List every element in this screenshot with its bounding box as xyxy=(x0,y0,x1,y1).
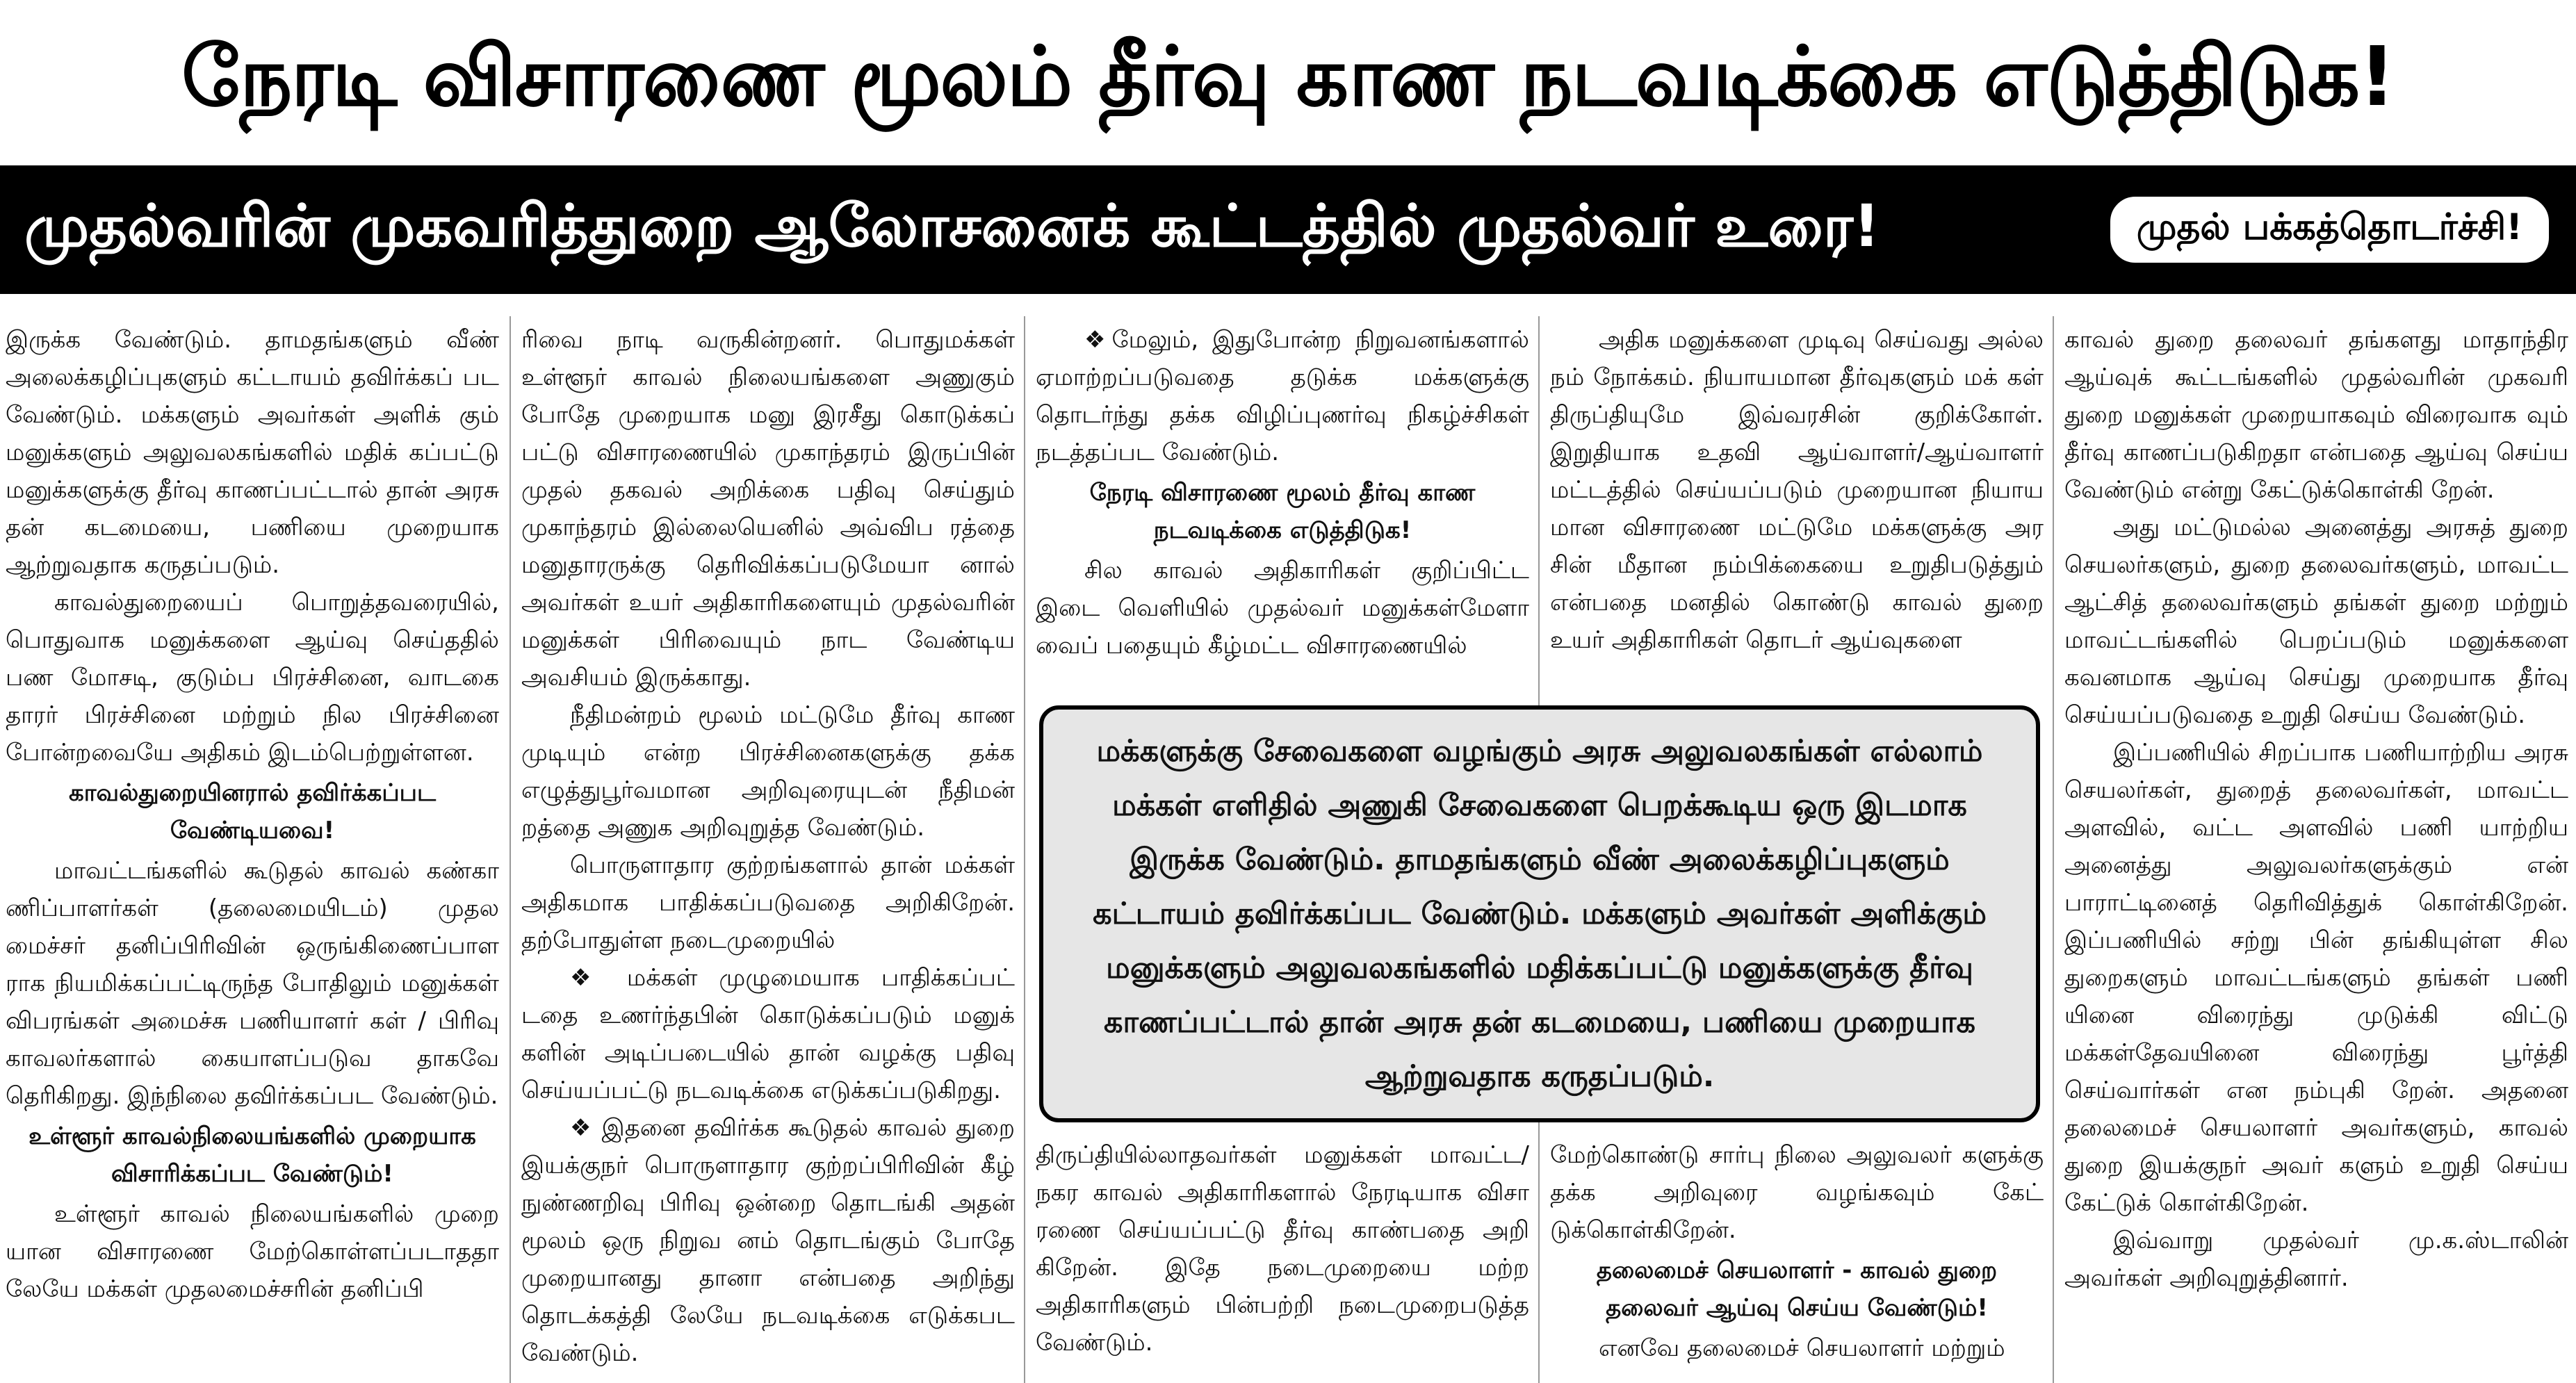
article-column-3-top xyxy=(1036,321,1529,689)
paragraph: அது மட்டுமல்ல அனைத்து அரசுத் துறை செயலர்களும், துறை தலைவர்களும், மாவட்ட ஆட்சித் தலைவர்களும் தங்கள் துறை மற்றும் மாவட்டங்களில் பெறப்படும் மனுக்களை கவனமாக ஆய்வு செய்து முறையாக தீர்வு செய்யப்படுவதை உறுதி செய்ய வேண்டும். xyxy=(2064,514,2568,729)
paragraph: ❖ மக்கள் முழுமையாக பாதிக்கப்பட் டதை உணர்ந்தபின் கொடுக்கப்படும் மனுக் களின் அடிப்படையில் தான் வழக்கு பதிவு செய்யப்பட்டு நடவடிக்கை எடுக்கப்படுகிறது. xyxy=(521,964,1015,1104)
subheading: காவல்துறையினரால் தவிர்க்கப்பட வேண்டியவை! xyxy=(68,779,437,844)
article-column-1 xyxy=(6,321,499,1383)
paragraph: நீதிமன்றம் மூலம் மட்டுமே தீர்வு காண முடியும் என்ற பிரச்சினைகளுக்கு தக்க எழுத்துபூர்வமான அறிவுரையுடன் நீதிமன் றத்தை அணுக அறிவுறுத்த வேண்டும். xyxy=(521,701,1015,842)
article-column-5 xyxy=(2064,321,2568,1383)
subheadline-banner xyxy=(0,165,2576,294)
paragraph: ரிவை நாடி வருகின்றனர். பொதுமக்கள் உள்ளூர் காவல் நிலையங்களை அணுகும் போதே முறையாக மனு இரசீது கொடுக்கப் பட்டு விசாரணையில் முகாந்தரம் இருப்பின் முதல் தகவல் அறிக்கை பதிவு செய்தும் முகாந்தரம் இல்லையெனில் அவ்விப ரத்தை மனுதாரருக்கு தெரிவிக்கப்படுமேயா னால் அவர்கள் உயர் அதிகாரிகளையும் முதல்வரின் மனுக்கள் பிரிவையும் நாட வேண்டிய அவசியம் இருக்காது. xyxy=(521,326,1015,692)
paragraph: காவல்துறையைப் பொறுத்தவரையில், பொதுவாக மனுக்களை ஆய்வு செய்ததில் பண மோசடி, குடும்ப பிரச்சினை, வாடகை தாரர் பிரச்சினை மற்றும் நில பிரச்சினை போன்றவையே அதிகம் இடம்பெற்றுள்ளன. xyxy=(6,589,499,767)
pull-quote-box xyxy=(1039,705,2040,1122)
banner-title: முதல்வரின் முகவரித்துறை ஆலோசனைக் கூட்டத்தில் முதல்வர் உரை! xyxy=(24,191,1880,260)
pull-quote-text: மக்களுக்கு சேவைகளை வழங்கும் அரசு அலுவலகங்கள் எல்லாம் மக்கள் எளிதில் அணுகி சேவைகளை பெறக்கூடிய ஒரு இடமாக இருக்க வேண்டும். தாமதங்களும் வீண் அலைக்கழிப்புகளும் கட்டாயம் தவிர்க்கப்பட வேண்டும். மக்களும் அவர்கள் அளிக்கும் மனுக்களும் அலுவலகங்களில் மதிக்கப்பட்டு மனுக்களுக்கு தீர்வு காணப்பட்டால் தான் அரசு தன் கடமையை, பணியை முறையாக ஆற்றுவதாக கருதப்படும். xyxy=(1093,734,1987,1094)
article-column-4-top xyxy=(1550,321,2044,689)
paragraph: இவ்வாறு முதல்வர் மு.க.ஸ்டாலின் அவர்கள் அறிவுறுத்தினார். xyxy=(2064,1227,2568,1292)
headline: நேரடி விசாரணை மூலம் தீர்வு காண நடவடிக்கை எடுத்திடுக! xyxy=(181,28,2395,124)
subheading: உள்ளூர் காவல்நிலையங்களில் முறையாக விசாரிக்கப்பட வேண்டும்! xyxy=(28,1122,476,1188)
column-divider xyxy=(510,316,511,1383)
subheading: தலைமைச் செயலாளர் - காவல் துறை தலைவர் ஆய்வு செய்ய வேண்டும்! xyxy=(1596,1257,1998,1322)
paragraph: இருக்க வேண்டும். தாமதங்களும் வீண் அலைக்கழிப்புகளும் கட்டாயம் தவிர்க்கப் பட வேண்டும். மக்களும் அவர்கள் அளிக் கும் மனுக்களும் அலுவலகங்களில் மதிக் கப்பட்டு மனுக்களுக்கு தீர்வு காணப்பட்டால் தான் அரசு தன் கடமையை, பணியை முறையாக ஆற்றுவதாக கருதப்படும். xyxy=(6,326,499,579)
subheading: நேரடி விசாரணை மூலம் தீர்வு காண நடவடிக்கை எடுத்திடுக! xyxy=(1089,479,1476,544)
paragraph: பொருளாதார குற்றங்களால் தான் மக்கள் அதிகமாக பாதிக்கப்படுவதை அறிகிறேன். தற்போதுள்ள நடைமுறையில் xyxy=(521,851,1015,954)
paragraph: எனவே தலைமைச் செயலாளர் மற்றும் xyxy=(1599,1334,2005,1362)
paragraph: ❖மேலும், இதுபோன்ற நிறுவனங்களால் ஏமாற்றப்படுவதை தடுக்க மக்களுக்கு தொடர்ந்து தக்க விழிப்புணர்வு நிகழ்ச்சிகள் நடத்தப்பட வேண்டும். xyxy=(1036,326,1529,466)
paragraph: ❖ இதனை தவிர்க்க கூடுதல் காவல் துறை இயக்குநர் பொருளாதார குற்றப்பிரிவின் கீழ் நுண்ணறிவு பிரிவு ஒன்றை தொடங்கி அதன் மூலம் ஒரு நிறுவ னம் தொடங்கும் போதே முறையானது தானா என்பதை அறிந்து தொடக்கத்தி லேயே நடவடிக்கை எடுக்கபட வேண்டும். xyxy=(521,1114,1015,1367)
column-divider xyxy=(2053,316,2054,1383)
paragraph: மேற்கொண்டு சார்பு நிலை அலுவலர் களுக்கு தக்க அறிவுரை வழங்கவும் கேட் டுக்கொள்கிறேன். xyxy=(1550,1141,2044,1244)
paragraph: இப்பணியில் சிறப்பாக பணியாற்றிய அரசு செயலர்கள், துறைத் தலைவர்கள், மாவட்ட அளவில், வட்ட அளவில் பணி யாற்றிய அனைத்து அலுவலர்களுக்கும் என் பாராட்டினைத் தெரிவித்துக் கொள்கிறேன். இப்பணியில் சற்று பின் தங்கியுள்ள சில துறைகளும் மாவட்டங்களும் தங்கள் பணி யினை விரைந்து முடுக்கி விட்டு மக்கள்தேவயினை விரைந்து பூர்த்தி செய்வார்கள் என நம்புகி றேன். அதனை தலைமைச் செயலாளர் அவர்களும், காவல் துறை இயக்குநர் அவர் களும் உறுதி செய்ய கேட்டுக் கொள்கிறேன். xyxy=(2064,739,2568,1217)
article-column-4-bottom xyxy=(1550,1136,2044,1383)
paragraph: காவல் துறை தலைவர் தங்களது மாதாந்திர ஆய்வுக் கூட்டங்களில் முதல்வரின் முகவரி துறை மனுக்கள் முறையாகவும் விரைவாக வும் தீர்வு காணப்படுகிறதா என்பதை ஆய்வு செய்ய வேண்டும் என்று கேட்டுக்கொள்கி றேன். xyxy=(2064,326,2568,504)
continuation-tag: முதல் பக்கத்தொடர்ச்சி! xyxy=(2108,194,2552,265)
article-column-3-bottom xyxy=(1036,1136,1529,1383)
paragraph: திருப்தியில்லாதவர்கள் மனுக்கள் மாவட்ட/ நகர காவல் அதிகாரிகளால் நேரடியாக விசா ரணை செய்யப்பட்டு தீர்வு காண்பதை அறி கிறேன். இதே நடைமுறையை மற்ற அதிகாரிகளும் பின்பற்றி நடைமுறைபடுத்த வேண்டும். xyxy=(1036,1141,1529,1357)
column-divider xyxy=(1024,316,1025,1383)
paragraph: அதிக மனுக்களை முடிவு செய்வது அல்ல நம் நோக்கம். நியாயமான தீர்வுகளும் மக் கள் திருப்தியுமே இவ்வரசின் குறிக்கோள். இறுதியாக உதவி ஆய்வாளர்/ஆய்வாளர் மட்டத்தில் செய்யப்படும் முறையான நியாய மான விசாரணை மட்டுமே மக்களுக்கு அர சின் மீதான நம்பிக்கையை உறுதிபடுத்தும் என்பதை மனதில் கொண்டு காவல் துறை உயர் அதிகாரிகள் தொடர் ஆய்வுகளை xyxy=(1550,326,2044,654)
paragraph: உள்ளூர் காவல் நிலையங்களில் முறை யான விசாரணை மேற்கொள்ளப்படாததா லேயே மக்கள் முதலமைச்சரின் தனிப்பி xyxy=(6,1200,499,1303)
article-column-2 xyxy=(521,321,1015,1383)
paragraph: மாவட்டங்களில் கூடுதல் காவல் கண்கா ணிப்பாளர்கள் (தலைமையிடம்) முதல மைச்சர் தனிப்பிரிவின் ஒருங்கிணைப்பாள ராக நியமிக்கப்பட்டிருந்த போதிலும் மனுக்கள் விபரங்கள் அமைச்சு பணியாளர் கள் / பிரிவு காவலர்களால் கையாளப்படுவ தாகவே தெரிகிறது. இந்நிலை தவிர்க்கப்பட வேண்டும். xyxy=(6,857,499,1110)
paragraph: சில காவல் அதிகாரிகள் குறிப்பிட்ட இடை வெளியில் முதல்வர் மனுக்கள்மேளா வைப் பதையும் கீழ்மட்ட விசாரணையில் xyxy=(1036,557,1529,660)
